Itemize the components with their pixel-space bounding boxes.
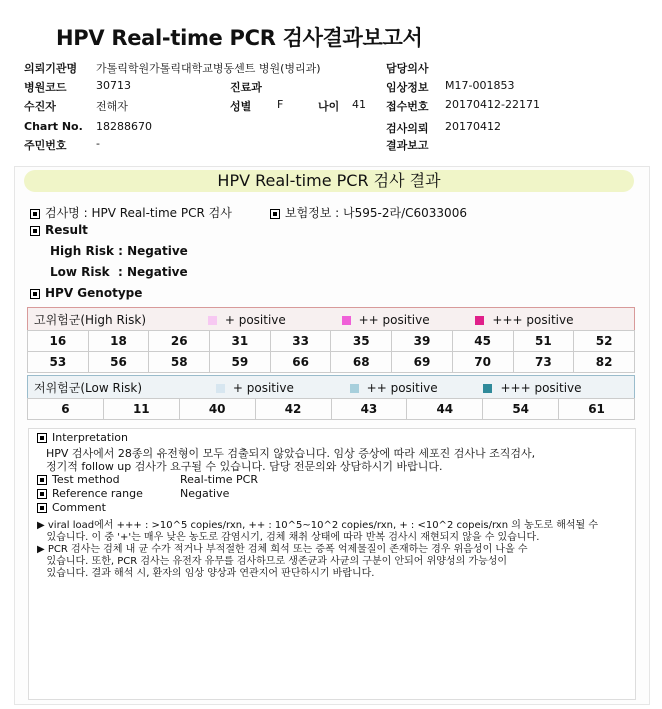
- chart-no-label: Chart No.: [24, 120, 83, 133]
- genotype-cell: 58: [149, 352, 210, 373]
- genotype-cell: 35: [331, 331, 392, 352]
- comment-label: Comment: [52, 501, 106, 514]
- genotype-cell: 66: [270, 352, 331, 373]
- request-value: 20170412: [445, 120, 501, 133]
- org-value: 가톨릭학원가톨릭대학교병동센트 병원(병리과): [96, 62, 321, 75]
- report-title: HPV Real-time PCR 검사결과보고서: [56, 26, 423, 50]
- genotype-cell: 44: [407, 399, 483, 420]
- swatch-plusplusplus-icon: [475, 316, 484, 325]
- interpretation-text-1: HPV 검사에서 28종의 유전형이 모두 검출되지 않았습니다. 임상 증상에 따라 세포진 검사나 조직검사,: [46, 447, 536, 460]
- interpretation-label-line: [37, 431, 128, 444]
- test-name: 검사명 : HPV Real-time PCR 검사: [45, 206, 232, 220]
- checkbox-icon: [37, 503, 47, 513]
- genotype-cell: 54: [483, 399, 559, 420]
- genotype-cell: 42: [255, 399, 331, 420]
- swatch-plusplus-icon: [350, 384, 359, 393]
- genotype-cell: 11: [103, 399, 179, 420]
- receipt-no-value: 20170412-22171: [445, 98, 540, 111]
- comment-text-5: 있습니다. 결과 해석 시, 환자의 임상 양상과 연관지어 판단하시기 바랍니다.: [37, 568, 375, 579]
- insurance-line: [270, 204, 467, 221]
- result-heading: Result: [45, 223, 88, 237]
- test-method-line: [37, 473, 120, 486]
- high-risk-result: High Risk : Negative: [50, 244, 188, 258]
- table-row: [28, 331, 635, 352]
- request-label: 검사의뢰: [386, 122, 429, 135]
- dept-label: 진료과: [230, 81, 262, 94]
- genotype-cell: 40: [179, 399, 255, 420]
- resident-value: -: [96, 137, 100, 150]
- org-label: 의뢰기관명: [24, 62, 78, 75]
- genotype-cell: 18: [88, 331, 149, 352]
- genotype-cell: 52: [574, 331, 635, 352]
- genotype-cell: 6: [28, 399, 104, 420]
- swatch-plusplusplus-icon: [483, 384, 492, 393]
- test-method-label: Test method: [52, 473, 120, 486]
- genotype-cell: 82: [574, 352, 635, 373]
- examinee-label: 수진자: [24, 100, 56, 113]
- report-label: 결과보고: [386, 139, 429, 152]
- legend-plus: [208, 313, 286, 327]
- reference-range-line: [37, 487, 143, 500]
- sex-value: F: [277, 98, 284, 111]
- checkbox-icon: [30, 226, 40, 236]
- examinee-value: 전해자: [96, 100, 128, 113]
- reference-range-label: Reference range: [52, 487, 143, 500]
- legend-plusplusplus-label: +++ positive: [492, 312, 574, 327]
- comment-text-3: ▶ PCR 검사는 검체 내 균 수가 적거나 부적절한 검체 희석 또는 증폭 억제물질이 존재하는 경우 위음성이 나올 수: [37, 544, 528, 555]
- genotype-heading: HPV Genotype: [45, 286, 143, 300]
- genotype-cell: 73: [513, 352, 574, 373]
- high-risk-header: [28, 308, 635, 331]
- genotype-cell: 69: [392, 352, 453, 373]
- legend-plusplusplus-label: +++ positive: [500, 380, 582, 395]
- reference-range-value: Negative: [180, 487, 230, 500]
- result-banner: HPV Real-time PCR 검사 결과: [24, 170, 634, 192]
- checkbox-icon: [270, 209, 280, 219]
- swatch-plus-icon: [208, 316, 217, 325]
- table-row: [28, 399, 635, 420]
- test-method-value: Real-time PCR: [180, 473, 258, 486]
- legend-plusplusplus: [483, 381, 581, 395]
- interpretation-label: Interpretation: [52, 431, 128, 444]
- checkbox-icon: [30, 289, 40, 299]
- genotype-cell: 43: [331, 399, 407, 420]
- swatch-plusplus-icon: [342, 316, 351, 325]
- doctor-label: 담당의사: [386, 62, 429, 75]
- genotype-cell: 31: [210, 331, 271, 352]
- genotype-cell: 68: [331, 352, 392, 373]
- age-label: 나이: [318, 100, 340, 113]
- hospital-code-label: 병원코드: [24, 81, 67, 94]
- clinical-info-value: M17-001853: [445, 79, 515, 92]
- genotype-cell: 70: [452, 352, 513, 373]
- legend-plus-label: + positive: [232, 380, 294, 395]
- checkbox-icon: [37, 489, 47, 499]
- receipt-no-label: 접수번호: [386, 100, 429, 113]
- checkbox-icon: [30, 209, 40, 219]
- test-name-line: [30, 204, 232, 221]
- genotype-cell: 39: [392, 331, 453, 352]
- sex-label: 성별: [230, 100, 252, 113]
- checkbox-icon: [37, 475, 47, 485]
- legend-plusplus: [342, 313, 430, 327]
- legend-plus-label: + positive: [224, 312, 286, 327]
- chart-no-value: 18288670: [96, 120, 152, 133]
- table-row: [28, 352, 635, 373]
- age-value: 41: [352, 98, 366, 111]
- clinical-info-label: 임상정보: [386, 81, 429, 94]
- result-heading-line: [30, 223, 88, 237]
- low-risk-header: [28, 376, 635, 399]
- genotype-cell: 53: [28, 352, 89, 373]
- comment-label-line: [37, 501, 106, 514]
- high-risk-title: 고위험군(High Risk): [34, 312, 146, 327]
- high-risk-table: [27, 307, 635, 373]
- genotype-heading-line: [30, 286, 142, 300]
- legend-plusplus-label: ++ positive: [366, 380, 438, 395]
- checkbox-icon: [37, 433, 47, 443]
- legend-plus: [216, 381, 294, 395]
- low-risk-result: Low Risk : Negative: [50, 265, 188, 279]
- genotype-cell: 16: [28, 331, 89, 352]
- interpretation-text-2: 정기적 follow up 검사가 요구될 수 있습니다. 담당 전문의와 상담하시기 바랍니다.: [46, 460, 443, 473]
- low-risk-title: 저위험군(Low Risk): [34, 380, 143, 395]
- legend-plusplus: [350, 381, 438, 395]
- genotype-cell: 33: [270, 331, 331, 352]
- genotype-cell: 26: [149, 331, 210, 352]
- genotype-cell: 51: [513, 331, 574, 352]
- comment-text-2: 있습니다. 이 중 '+'는 매우 낮은 농도로 감염시기, 검체 채취 상태에 따라 반복 검사시 재현되지 않을 수 있습니다.: [37, 532, 540, 543]
- comment-text-1: ▶ viral load에서 +++ : >10^5 copies/rxn, ++ : 10^5~10^2 copies/rxn, + : <10^2 copeis/rxn 의 농도로 해석될 수: [37, 520, 599, 531]
- legend-plusplusplus: [475, 313, 573, 327]
- legend-plusplus-label: ++ positive: [358, 312, 430, 327]
- genotype-cell: 59: [210, 352, 271, 373]
- swatch-plus-icon: [216, 384, 225, 393]
- resident-label: 주민번호: [24, 139, 67, 152]
- insurance-info: 보험정보 : 나595-2라/C6033006: [285, 206, 467, 220]
- comment-text-4: 있습니다. 또한, PCR 검사는 유전자 유무를 검사하므로 생존균과 사균의 구분이 안되어 위양성의 가능성이: [37, 556, 508, 567]
- genotype-cell: 61: [559, 399, 635, 420]
- low-risk-table: [27, 375, 635, 420]
- hospital-code-value: 30713: [96, 79, 131, 92]
- genotype-cell: 45: [452, 331, 513, 352]
- genotype-cell: 56: [88, 352, 149, 373]
